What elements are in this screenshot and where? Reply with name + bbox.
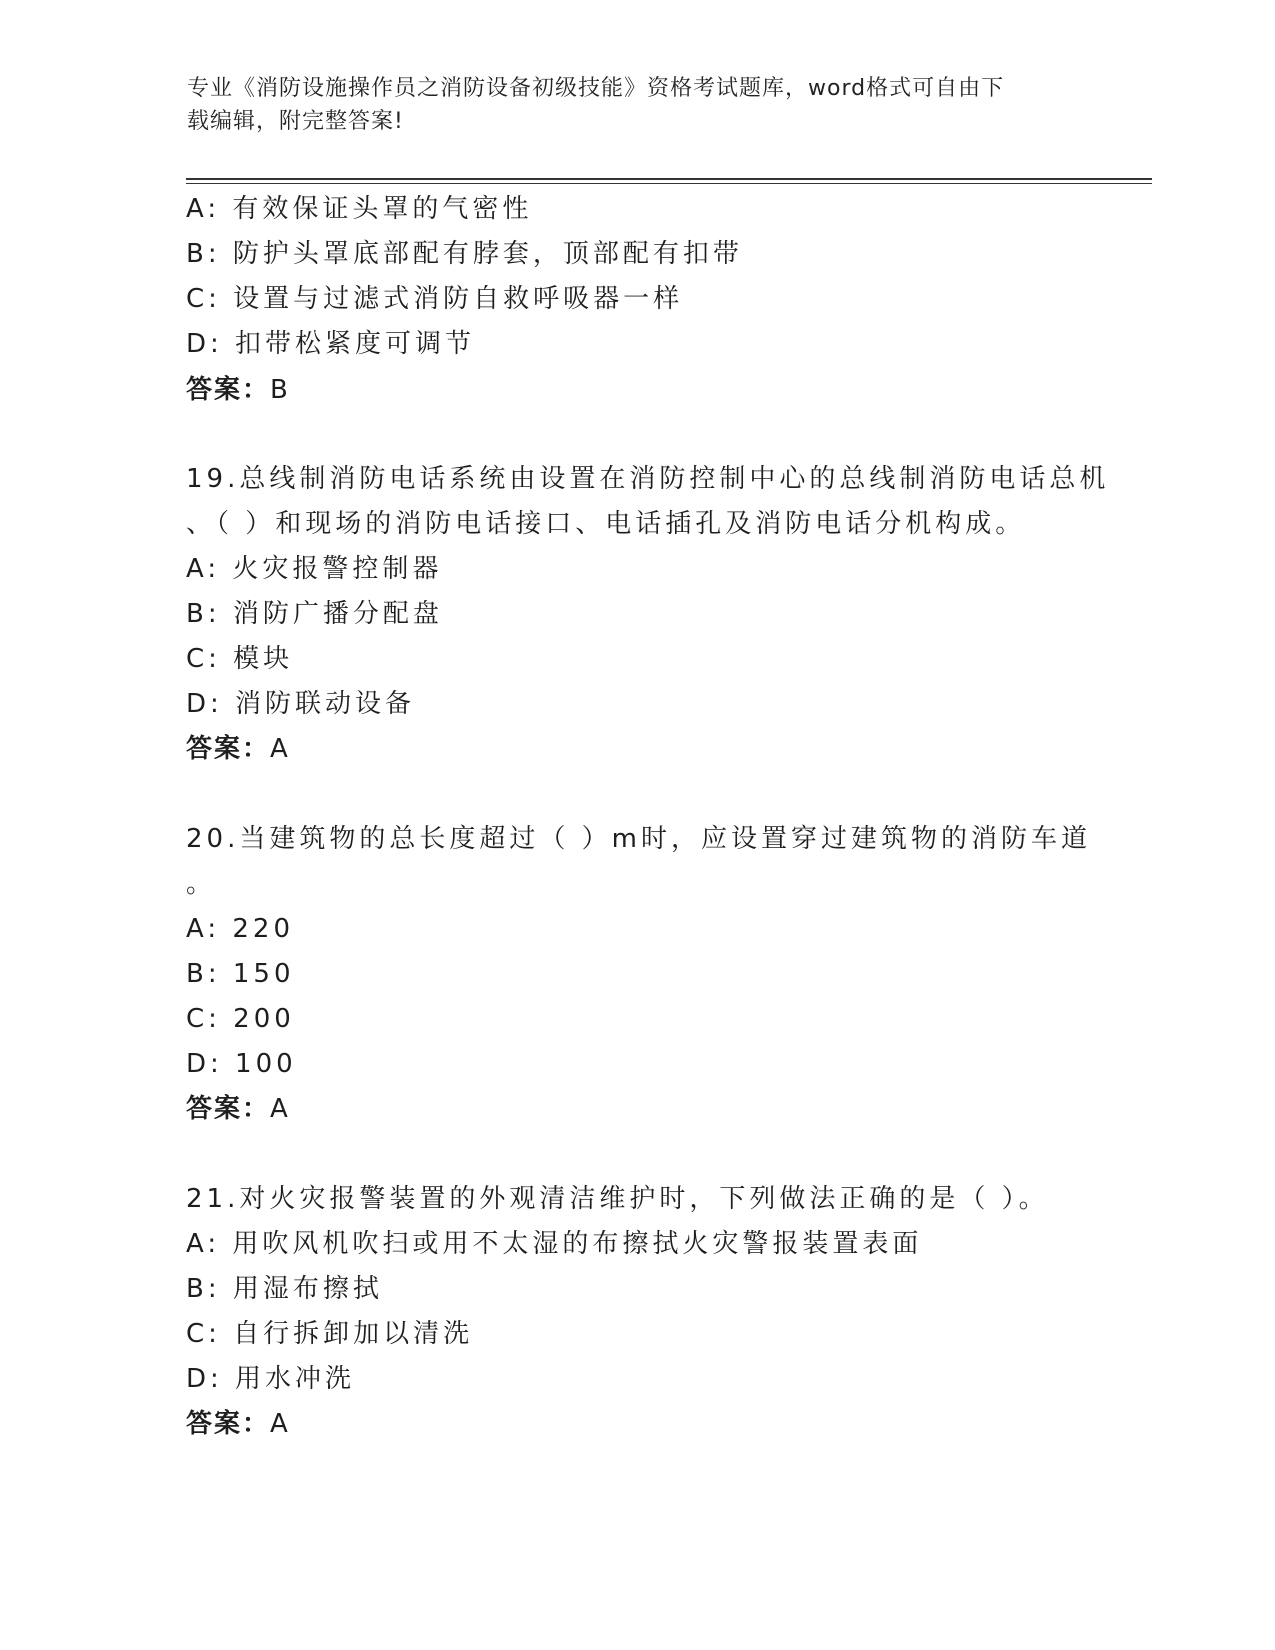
q21-answer-label: 答案： (186, 1409, 271, 1439)
q19-answer-value: A (270, 734, 290, 764)
q20-option-a: A: 220 (186, 914, 294, 944)
q18-option-c: C: 设置与过滤式消防自救呼吸器一样 (186, 284, 684, 314)
q20-option-c: C: 200 (186, 1004, 295, 1034)
header-line-1: 专业《消防设施操作员之消防设备初级技能》资格考试题库，word格式可自由下 (187, 76, 1005, 101)
q19-stem-line-2: 、（ ）和现场的消防电话接口、电话插孔及消防电话分机构成。 (186, 509, 1026, 539)
q19-answer (186, 732, 290, 766)
q19-option-c: C: 模块 (186, 644, 294, 674)
q21-option-d: D: 用水冲洗 (186, 1364, 356, 1394)
header-divider-thick (186, 178, 1152, 180)
q20-option-d: D: 100 (186, 1049, 297, 1079)
q21-option-c: C: 自行拆卸加以清洗 (186, 1319, 474, 1349)
q20-answer (186, 1092, 290, 1126)
q19-option-a: A: 火灾报警控制器 (186, 554, 443, 584)
q21-option-b: B: 用湿布擦拭 (186, 1274, 383, 1304)
q20-answer-value: A (270, 1094, 290, 1124)
q18-option-b: B: 防护头罩底部配有脖套，顶部配有扣带 (186, 239, 743, 269)
q21-answer (186, 1407, 290, 1441)
q19-answer-label: 答案： (186, 734, 271, 764)
header-divider-thin (186, 183, 1152, 184)
q19-option-d: D: 消防联动设备 (186, 689, 416, 719)
q19-option-b: B: 消防广播分配盘 (186, 599, 443, 629)
q21-stem-line-1: 21.对火灾报警装置的外观清洁维护时，下列做法正确的是（ ）。 (186, 1184, 1049, 1214)
header-line-2: 载编辑，附完整答案! (187, 109, 404, 134)
q18-answer-label: 答案： (186, 375, 271, 405)
q20-answer-label: 答案： (186, 1094, 271, 1124)
q20-stem-line-1: 20.当建筑物的总长度超过（ ）m时，应设置穿过建筑物的消防车道 (186, 824, 1091, 854)
q21-option-a: A: 用吹风机吹扫或用不太湿的布擦拭火灾警报装置表面 (186, 1229, 923, 1259)
document-header (187, 72, 1087, 138)
q18-option-a: A: 有效保证头罩的气密性 (186, 194, 533, 224)
q18-answer (186, 373, 290, 407)
q18-option-d: D: 扣带松紧度可调节 (186, 329, 476, 359)
q21-answer-value: A (270, 1409, 290, 1439)
q20-option-b: B: 150 (186, 959, 295, 989)
q19-stem-line-1: 19.总线制消防电话系统由设置在消防控制中心的总线制消防电话总机 (186, 464, 1110, 494)
q18-answer-value: B (270, 375, 290, 405)
q20-stem-line-2: 。 (186, 869, 217, 899)
